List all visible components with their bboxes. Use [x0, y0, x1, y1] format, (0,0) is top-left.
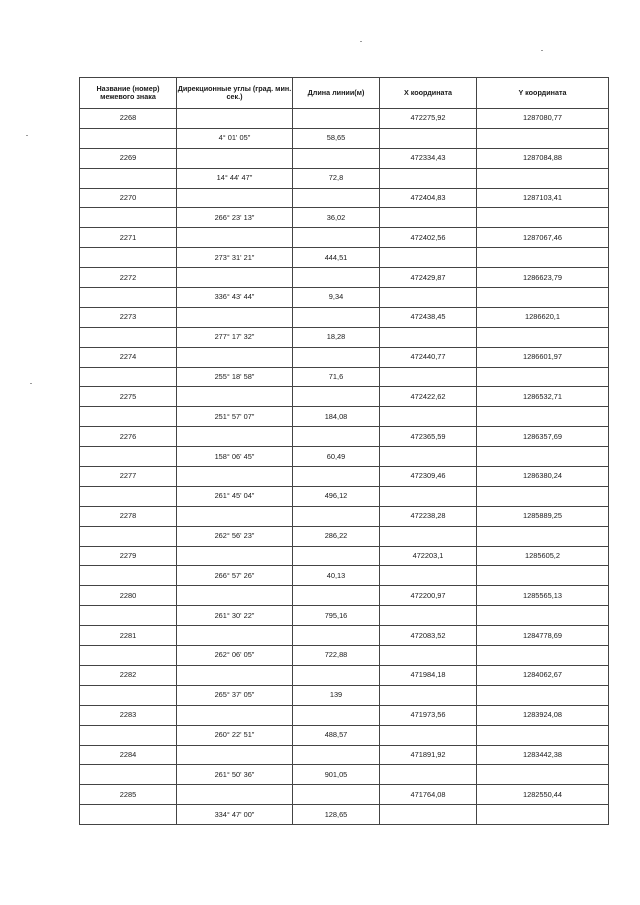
table-row — [80, 109, 609, 129]
x-coordinate-cell — [380, 168, 477, 188]
point-name-cell — [80, 765, 177, 785]
point-name-cell — [80, 725, 177, 745]
bearing-cell: 158° 06' 45" — [177, 447, 293, 467]
y-coordinate-cell — [477, 566, 609, 586]
point-name-cell: 2268 — [80, 109, 177, 129]
y-coordinate-cell: 1283442,38 — [477, 745, 609, 765]
table-header-row — [80, 78, 609, 109]
x-coordinate-cell: 472402,56 — [380, 228, 477, 248]
line-length-cell — [293, 546, 380, 566]
bearing-cell: 266° 23' 13" — [177, 208, 293, 228]
y-coordinate-cell — [477, 606, 609, 626]
table-row — [80, 208, 609, 228]
bearing-cell: 262° 06' 05" — [177, 646, 293, 666]
x-coordinate-cell — [380, 486, 477, 506]
bearing-cell — [177, 745, 293, 765]
table-row — [80, 506, 609, 526]
x-coordinate-cell: 472438,45 — [380, 307, 477, 327]
x-coordinate-cell — [380, 646, 477, 666]
table-row — [80, 566, 609, 586]
point-name-cell — [80, 248, 177, 268]
bearing-cell: 14° 44' 47" — [177, 168, 293, 188]
y-coordinate-cell: 1287103,41 — [477, 188, 609, 208]
table-row — [80, 427, 609, 447]
line-length-cell: 139 — [293, 685, 380, 705]
point-name-cell: 2272 — [80, 268, 177, 288]
header-line-length: Длина линии(м) — [293, 78, 380, 109]
bearing-cell — [177, 188, 293, 208]
bearing-cell: 261° 50' 36" — [177, 765, 293, 785]
y-coordinate-cell: 1286620,1 — [477, 307, 609, 327]
x-coordinate-cell: 472275,92 — [380, 109, 477, 129]
bearing-cell: 261° 45' 04" — [177, 486, 293, 506]
x-coordinate-cell — [380, 367, 477, 387]
table-row — [80, 168, 609, 188]
line-length-cell — [293, 268, 380, 288]
bearing-cell — [177, 467, 293, 487]
table-row — [80, 705, 609, 725]
boundary-coordinates-table — [79, 77, 609, 825]
y-coordinate-cell: 1283924,08 — [477, 705, 609, 725]
table-row — [80, 188, 609, 208]
line-length-cell — [293, 665, 380, 685]
header-y-coordinate: Y координата — [477, 78, 609, 109]
x-coordinate-cell: 471984,18 — [380, 665, 477, 685]
point-name-cell — [80, 447, 177, 467]
y-coordinate-cell: 1285605,2 — [477, 546, 609, 566]
bearing-cell: 261° 30' 22" — [177, 606, 293, 626]
y-coordinate-cell — [477, 367, 609, 387]
point-name-cell — [80, 566, 177, 586]
y-coordinate-cell: 1286532,71 — [477, 387, 609, 407]
line-length-cell: 18,28 — [293, 327, 380, 347]
x-coordinate-cell: 472365,59 — [380, 427, 477, 447]
y-coordinate-cell — [477, 168, 609, 188]
bearing-cell — [177, 665, 293, 685]
line-length-cell — [293, 188, 380, 208]
bearing-cell — [177, 387, 293, 407]
y-coordinate-cell: 1287067,46 — [477, 228, 609, 248]
table-row — [80, 288, 609, 308]
x-coordinate-cell — [380, 407, 477, 427]
y-coordinate-cell: 1287080,77 — [477, 109, 609, 129]
y-coordinate-cell: 1286623,79 — [477, 268, 609, 288]
header-point-name: Название (номер) межевого знака — [80, 78, 177, 109]
table-row — [80, 606, 609, 626]
y-coordinate-cell — [477, 248, 609, 268]
bearing-cell: 336° 43' 44" — [177, 288, 293, 308]
point-name-cell: 2285 — [80, 785, 177, 805]
table-row — [80, 665, 609, 685]
table-row — [80, 805, 609, 825]
point-name-cell — [80, 646, 177, 666]
x-coordinate-cell: 472334,43 — [380, 148, 477, 168]
bearing-cell — [177, 228, 293, 248]
y-coordinate-cell: 1287084,88 — [477, 148, 609, 168]
line-length-cell — [293, 347, 380, 367]
y-coordinate-cell — [477, 288, 609, 308]
point-name-cell — [80, 327, 177, 347]
point-name-cell — [80, 486, 177, 506]
x-coordinate-cell — [380, 566, 477, 586]
line-length-cell: 722,88 — [293, 646, 380, 666]
table-row — [80, 765, 609, 785]
table-row — [80, 447, 609, 467]
y-coordinate-cell — [477, 805, 609, 825]
x-coordinate-cell: 472422,62 — [380, 387, 477, 407]
point-name-cell — [80, 526, 177, 546]
line-length-cell — [293, 148, 380, 168]
line-length-cell: 9,34 — [293, 288, 380, 308]
x-coordinate-cell — [380, 208, 477, 228]
line-length-cell: 128,65 — [293, 805, 380, 825]
table-row — [80, 546, 609, 566]
x-coordinate-cell — [380, 725, 477, 745]
point-name-cell — [80, 805, 177, 825]
line-length-cell: 36,02 — [293, 208, 380, 228]
table-row — [80, 526, 609, 546]
point-name-cell: 2284 — [80, 745, 177, 765]
y-coordinate-cell — [477, 765, 609, 785]
x-coordinate-cell — [380, 128, 477, 148]
table-row — [80, 586, 609, 606]
line-length-cell: 71,6 — [293, 367, 380, 387]
x-coordinate-cell: 472203,1 — [380, 546, 477, 566]
y-coordinate-cell — [477, 486, 609, 506]
line-length-cell: 72,8 — [293, 168, 380, 188]
scan-speck — [360, 41, 362, 42]
table-row — [80, 248, 609, 268]
x-coordinate-cell: 472083,52 — [380, 626, 477, 646]
table-row — [80, 307, 609, 327]
y-coordinate-cell — [477, 407, 609, 427]
y-coordinate-cell — [477, 208, 609, 228]
line-length-cell: 58,65 — [293, 128, 380, 148]
y-coordinate-cell — [477, 447, 609, 467]
line-length-cell — [293, 387, 380, 407]
table-row — [80, 387, 609, 407]
table-row — [80, 367, 609, 387]
bearing-cell: 265° 37' 05" — [177, 685, 293, 705]
line-length-cell — [293, 586, 380, 606]
point-name-cell — [80, 208, 177, 228]
bearing-cell — [177, 307, 293, 327]
x-coordinate-cell: 471891,92 — [380, 745, 477, 765]
bearing-cell — [177, 586, 293, 606]
line-length-cell — [293, 745, 380, 765]
line-length-cell — [293, 427, 380, 447]
y-coordinate-cell — [477, 327, 609, 347]
point-name-cell: 2278 — [80, 506, 177, 526]
x-coordinate-cell: 472404,83 — [380, 188, 477, 208]
bearing-cell — [177, 427, 293, 447]
bearing-cell — [177, 506, 293, 526]
bearing-cell: 260° 22' 51" — [177, 725, 293, 745]
bearing-cell — [177, 148, 293, 168]
point-name-cell: 2277 — [80, 467, 177, 487]
point-name-cell: 2282 — [80, 665, 177, 685]
x-coordinate-cell — [380, 526, 477, 546]
table-row — [80, 407, 609, 427]
table-row — [80, 148, 609, 168]
point-name-cell — [80, 288, 177, 308]
x-coordinate-cell — [380, 248, 477, 268]
point-name-cell: 2279 — [80, 546, 177, 566]
point-name-cell: 2275 — [80, 387, 177, 407]
table-row — [80, 626, 609, 646]
y-coordinate-cell: 1286601,97 — [477, 347, 609, 367]
table-row — [80, 785, 609, 805]
y-coordinate-cell — [477, 128, 609, 148]
point-name-cell: 2283 — [80, 705, 177, 725]
y-coordinate-cell — [477, 526, 609, 546]
y-coordinate-cell — [477, 646, 609, 666]
table-row — [80, 128, 609, 148]
y-coordinate-cell: 1284062,67 — [477, 665, 609, 685]
x-coordinate-cell: 472238,28 — [380, 506, 477, 526]
bearing-cell: 266° 57' 26" — [177, 566, 293, 586]
x-coordinate-cell — [380, 447, 477, 467]
x-coordinate-cell: 472440,77 — [380, 347, 477, 367]
bearing-cell: 277° 17' 32" — [177, 327, 293, 347]
line-length-cell: 901,05 — [293, 765, 380, 785]
bearing-cell: 251° 57' 07" — [177, 407, 293, 427]
x-coordinate-cell — [380, 685, 477, 705]
line-length-cell: 488,57 — [293, 725, 380, 745]
point-name-cell — [80, 128, 177, 148]
x-coordinate-cell — [380, 288, 477, 308]
table-row — [80, 228, 609, 248]
line-length-cell — [293, 785, 380, 805]
line-length-cell — [293, 467, 380, 487]
line-length-cell: 496,12 — [293, 486, 380, 506]
table-row — [80, 467, 609, 487]
point-name-cell: 2269 — [80, 148, 177, 168]
y-coordinate-cell: 1285565,13 — [477, 586, 609, 606]
table-row — [80, 725, 609, 745]
y-coordinate-cell: 1284778,69 — [477, 626, 609, 646]
bearing-cell — [177, 347, 293, 367]
table-row — [80, 486, 609, 506]
bearing-cell: 273° 31' 21" — [177, 248, 293, 268]
table-row — [80, 327, 609, 347]
line-length-cell: 286,22 — [293, 526, 380, 546]
x-coordinate-cell — [380, 327, 477, 347]
line-length-cell — [293, 109, 380, 129]
line-length-cell: 40,13 — [293, 566, 380, 586]
table-row — [80, 745, 609, 765]
point-name-cell: 2281 — [80, 626, 177, 646]
y-coordinate-cell: 1285889,25 — [477, 506, 609, 526]
point-name-cell — [80, 606, 177, 626]
point-name-cell: 2270 — [80, 188, 177, 208]
line-length-cell — [293, 307, 380, 327]
line-length-cell: 184,08 — [293, 407, 380, 427]
line-length-cell: 444,51 — [293, 248, 380, 268]
scan-speck — [26, 135, 28, 136]
scan-speck — [541, 50, 543, 51]
table-row — [80, 347, 609, 367]
y-coordinate-cell — [477, 725, 609, 745]
table-row — [80, 646, 609, 666]
bearing-cell — [177, 626, 293, 646]
point-name-cell: 2271 — [80, 228, 177, 248]
x-coordinate-cell — [380, 606, 477, 626]
y-coordinate-cell: 1286357,69 — [477, 427, 609, 447]
scan-speck — [30, 383, 32, 384]
bearing-cell: 262° 56' 23" — [177, 526, 293, 546]
header-bearing: Дирекционные углы (град. мин. сек.) — [177, 78, 293, 109]
bearing-cell: 334° 47' 00" — [177, 805, 293, 825]
point-name-cell — [80, 367, 177, 387]
point-name-cell — [80, 407, 177, 427]
line-length-cell — [293, 626, 380, 646]
bearing-cell — [177, 546, 293, 566]
bearing-cell: 255° 18' 58" — [177, 367, 293, 387]
bearing-cell: 4° 01' 05" — [177, 128, 293, 148]
x-coordinate-cell: 472309,46 — [380, 467, 477, 487]
y-coordinate-cell — [477, 685, 609, 705]
point-name-cell: 2280 — [80, 586, 177, 606]
bearing-cell — [177, 705, 293, 725]
table-body — [80, 109, 609, 825]
line-length-cell — [293, 506, 380, 526]
line-length-cell: 795,16 — [293, 606, 380, 626]
bearing-cell — [177, 785, 293, 805]
x-coordinate-cell: 472429,87 — [380, 268, 477, 288]
bearing-cell — [177, 109, 293, 129]
line-length-cell — [293, 705, 380, 725]
point-name-cell: 2276 — [80, 427, 177, 447]
point-name-cell: 2274 — [80, 347, 177, 367]
y-coordinate-cell: 1282550,44 — [477, 785, 609, 805]
x-coordinate-cell — [380, 765, 477, 785]
line-length-cell: 60,49 — [293, 447, 380, 467]
line-length-cell — [293, 228, 380, 248]
point-name-cell — [80, 685, 177, 705]
table-row — [80, 685, 609, 705]
x-coordinate-cell: 471764,08 — [380, 785, 477, 805]
bearing-cell — [177, 268, 293, 288]
y-coordinate-cell: 1286380,24 — [477, 467, 609, 487]
x-coordinate-cell: 471973,56 — [380, 705, 477, 725]
point-name-cell: 2273 — [80, 307, 177, 327]
x-coordinate-cell — [380, 805, 477, 825]
point-name-cell — [80, 168, 177, 188]
x-coordinate-cell: 472200,97 — [380, 586, 477, 606]
header-x-coordinate: X координата — [380, 78, 477, 109]
table-row — [80, 268, 609, 288]
